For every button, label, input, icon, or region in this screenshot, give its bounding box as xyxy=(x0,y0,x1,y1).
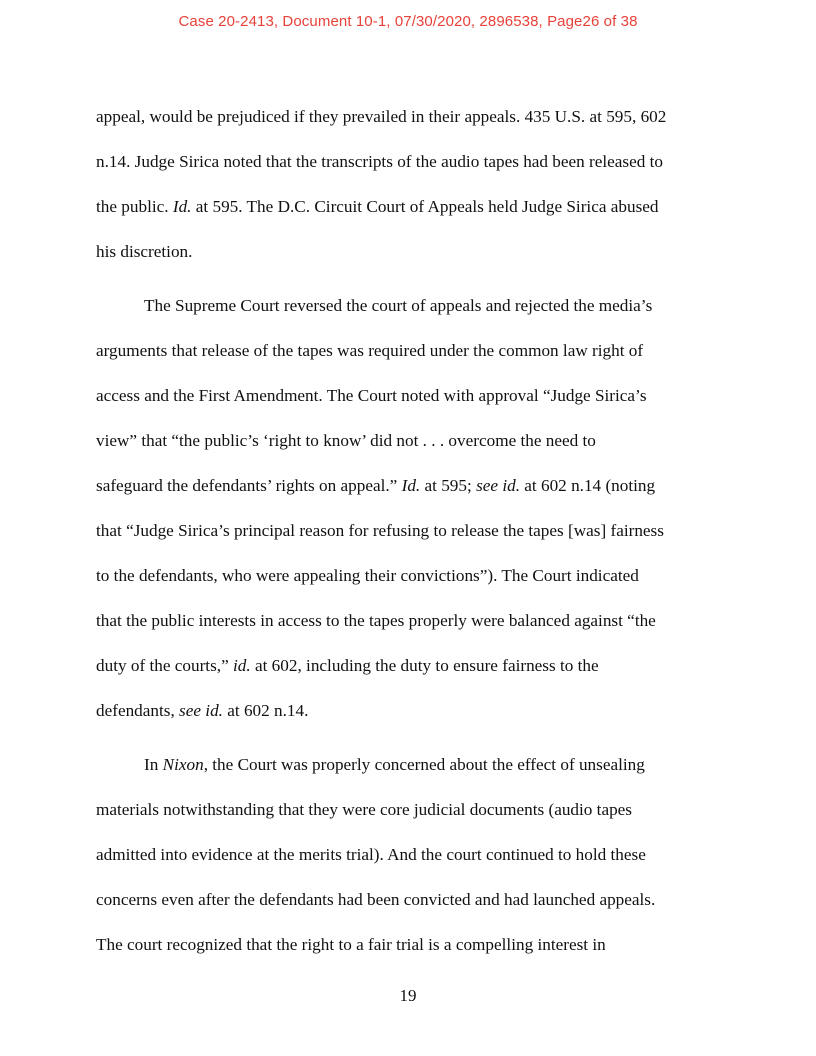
text-line xyxy=(96,787,720,832)
citation-italic: Id. xyxy=(401,476,421,495)
text-run: the public. xyxy=(96,197,173,216)
text-run: arguments that release of the tapes was required under the common law right of xyxy=(96,341,644,360)
text-run: The court recognized that the right to a fair trial is a compelling interest in xyxy=(96,935,606,954)
paragraph-gap xyxy=(96,274,720,283)
text-run: at 602 n.14. xyxy=(222,701,309,720)
text-line xyxy=(96,922,720,967)
text-line xyxy=(96,418,720,463)
text-line xyxy=(96,328,720,373)
citation-italic: Id. xyxy=(172,197,192,216)
text-run: at 602 n.14 (noting xyxy=(520,476,656,495)
citation-italic: id. xyxy=(233,656,251,675)
text-line xyxy=(96,283,720,328)
text-line xyxy=(96,742,720,787)
text-run: at 595. The D.C. Circuit Court of Appeals held Judge Sirica abused xyxy=(191,197,659,216)
text-run: safeguard the defendants’ rights on appeal.” xyxy=(96,476,402,495)
document-body xyxy=(96,94,720,967)
text-run: at 602, including the duty to ensure fairness to the xyxy=(250,656,599,675)
text-line xyxy=(96,373,720,418)
text-line xyxy=(96,643,720,688)
citation-italic: Nixon xyxy=(162,755,204,774)
citation-italic: see id. xyxy=(179,701,223,720)
text-run: access and the First Amendment. The Court noted with approval “Judge Sirica’s xyxy=(96,386,647,405)
text-run: that “Judge Sirica’s principal reason for refusing to release the tapes [was] fairness xyxy=(96,521,664,540)
text-line xyxy=(96,463,720,508)
text-line xyxy=(96,553,720,598)
text-run: view” that “the public’s ‘right to know’ did not . . . overcome the need to xyxy=(96,431,596,450)
paragraph xyxy=(96,94,720,274)
text-line xyxy=(96,184,720,229)
page-number: 19 xyxy=(399,986,417,1005)
text-run: n.14. Judge Sirica noted that the transcripts of the audio tapes had been released to xyxy=(96,152,664,171)
text-line xyxy=(96,877,720,922)
text-line xyxy=(96,688,720,733)
case-header: Case 20-2413, Document 10-1, 07/30/2020, 2896538, Page26 of 38 xyxy=(178,13,638,30)
citation-italic: see id. xyxy=(476,476,520,495)
text-run: defendants, xyxy=(96,701,180,720)
text-run: duty of the courts,” xyxy=(96,656,233,675)
paragraph xyxy=(96,742,720,967)
text-run: that the public interests in access to the tapes properly were balanced against “the xyxy=(96,611,656,630)
paragraph xyxy=(96,283,720,733)
text-run: to the defendants, who were appealing their convictions”). The Court indicated xyxy=(96,566,639,585)
text-line xyxy=(96,94,720,139)
text-line xyxy=(96,508,720,553)
text-line xyxy=(96,229,720,274)
text-run: his discretion. xyxy=(96,242,193,261)
text-run: concerns even after the defendants had been convicted and had launched appeals. xyxy=(96,890,656,909)
text-run: The Supreme Court reversed the court of appeals and rejected the media’s xyxy=(144,296,653,315)
text-run: materials notwithstanding that they were core judicial documents (audio tapes xyxy=(96,800,632,819)
text-run: appeal, would be prejudiced if they prevailed in their appeals. 435 U.S. at 595, 602 xyxy=(96,107,667,126)
text-line xyxy=(96,598,720,643)
text-run: admitted into evidence at the merits trial). And the court continued to hold these xyxy=(96,845,646,864)
paragraph-gap xyxy=(96,733,720,742)
text-run: at 595; xyxy=(420,476,477,495)
text-line xyxy=(96,139,720,184)
text-run: , the Court was properly concerned about the effect of unsealing xyxy=(203,755,645,774)
text-line xyxy=(96,832,720,877)
text-run: In xyxy=(144,755,163,774)
